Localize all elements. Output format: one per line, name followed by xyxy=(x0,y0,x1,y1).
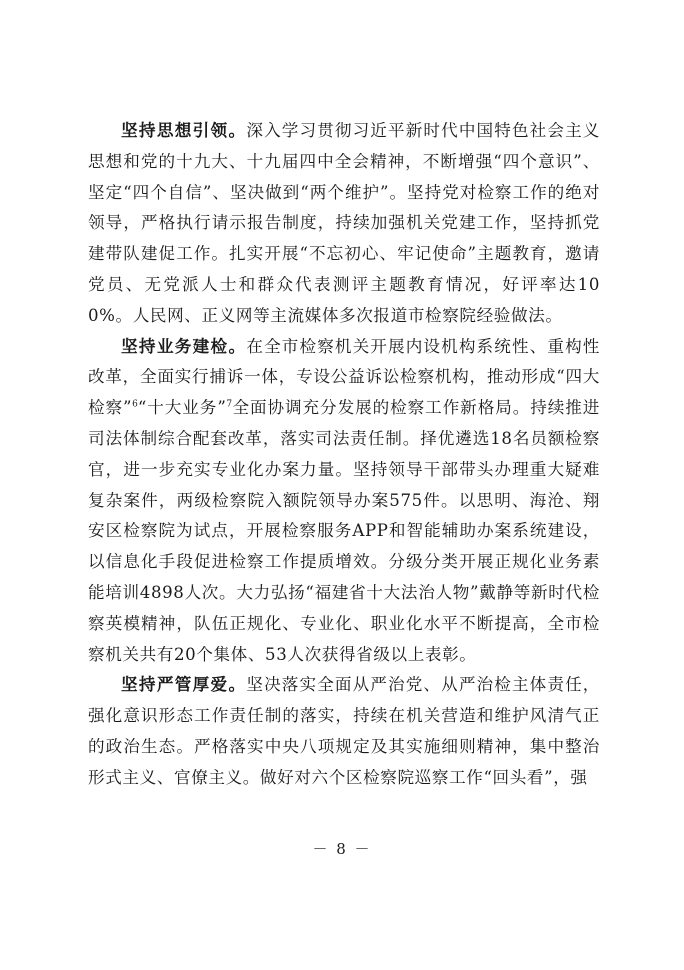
paragraph-text: “十大业务” xyxy=(137,398,227,418)
paragraph-text: 全面协调充分发展的检察工作新格局。持续推进司法体制综合配套改革，落实司法责任制。择优遴选18名员额检察官，进一步充实专业化办案力量。坚持领导干部带头办理重大疑难复杂案件，两级检察院入额院领导办案575件。以思明、海沧、翔安区检察院为试点，开展检察服务APP和智能辅助办案系统建设，以信息化手段促进检察工作提质增效。分级分类开展正规化业务素能培训4898人次。大力弘扬“福建省十大法治人物”戴静等新时代检察英模精神，队伍正规化、专业化、职业化水平不断提高，全市检察机关共有20个集体、53人次获得省级以上表彰。 xyxy=(88,398,600,664)
paragraph-lead: 坚持业务建检。 xyxy=(121,336,247,356)
footnote-marker: 6 xyxy=(132,399,138,410)
page-number: － 8 － xyxy=(312,840,372,858)
paragraph-text: 深入学习贯彻习近平新时代中国特色社会主义思想和党的十九大、十九届四中全会精神，不断增强“四个意识”、坚定“四个自信”、坚决做到“两个维护”。坚持党对检察工作的绝对领导，严格执行请示报告制度，持续加强机关党建工作，坚持抓党建带队建促工作。扎实开展“不忘初心、牢记使命”主题教育，邀请党员、无党派人士和群众代表测评主题教育情况，好评率达100%。人民网、正义网等主流媒体多次报道市检察院经验做法。 xyxy=(88,121,600,325)
paragraph-text: 坚决落实全面从严治党、从严治检主体责任，强化意识形态工作责任制的落实，持续在机关营造和维护风清气正的政治生态。严格落实中央八项规定及其实施细则精神，集中整治形式主义、官僚主义。做好对六个区检察院巡察工作“回头看”，强 xyxy=(88,675,600,787)
paragraph-business-building xyxy=(88,332,600,671)
paragraph-lead: 坚持思想引领。 xyxy=(121,121,247,140)
paragraph-text: 在全市检察机关开展内设机构系统性、重构性改革，全面实行捕诉一体，专设公益诉讼检察机构，推动形成“四大检察” xyxy=(88,336,600,418)
paragraph-strict-management xyxy=(88,670,600,793)
footnote-marker: 7 xyxy=(226,399,233,410)
paragraph-ideological-guidance xyxy=(88,116,600,332)
paragraph-lead: 坚持严管厚爱。 xyxy=(121,675,247,695)
document-body xyxy=(88,116,600,794)
